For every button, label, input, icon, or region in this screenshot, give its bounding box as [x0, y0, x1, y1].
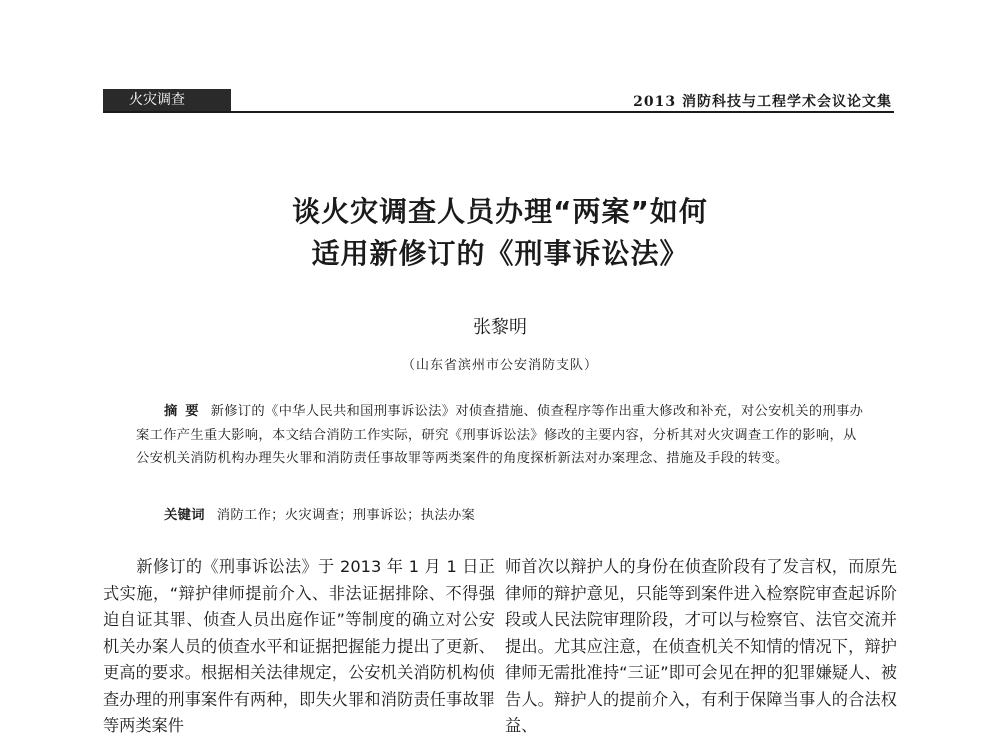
body-column-right — [505, 554, 897, 740]
keywords-label: 关键词 — [164, 508, 205, 523]
body-left-text: 新修订的《刑事诉讼法》于 2013 年 1 月 1 日正式实施，“辩护律师提前介入、非法证据排除、不得强迫自证其罪、侦查人员出庭作证”等制度的确立对公安机关办案人员的侦查水平和证据把握能力提出了更新、更高的要求。根据相关法律规定，公安机关消防机构侦查办理的刑事案件有两种，即失火罪和消防责任事故罪等两类案件 — [103, 557, 495, 735]
author-name: 张黎明 — [473, 317, 527, 338]
body-right-text: 师首次以辩护人的身份在侦查阶段有了发言权，而原先律师的辩护意见，只能等到案件进入检察院审查起诉阶段或人民法院审理阶段，才可以与检察官、法官交流并提出。尤其应注意，在侦查机关不知情的情况下，辩护律师无需批准持“三证”即可会见在押的犯罪嫌疑人、被告人。辩护人的提前介入，有利于保障当事人的合法权益、 — [505, 557, 897, 735]
paper-title-line-1: 谈火灾调查人员办理“两案”如何 — [292, 195, 708, 228]
author-affiliation: （山东省滨州市公安消防支队） — [401, 358, 598, 373]
paper-title-line-2: 适用新修订的《刑事诉讼法》 — [311, 237, 689, 270]
abstract-label: 摘要 — [164, 404, 207, 419]
keywords — [164, 504, 475, 523]
section-tag: 火灾调查 — [103, 89, 231, 111]
abstract-text: 新修订的《中华人民共和国刑事诉讼法》对侦查措施、侦查程序等作出重大修改和补充，对公安机关的刑事办案工作产生重大影响，本文结合消防工作实际，研究《刑事诉讼法》修改的主要内容，分析其对火灾调查工作的影响，从公安机关消防机构办理失火罪和消防责任事故罪等两类案件的角度探析新法对办案理念、措施及手段的转变。 — [136, 404, 864, 466]
keywords-text: 消防工作；火灾调查；刑事诉讼；执法办案 — [216, 508, 476, 523]
body-column-left — [103, 554, 495, 740]
header-rule — [103, 111, 894, 113]
journal-title: 2013 消防科技与工程学术会议论文集 — [633, 94, 892, 110]
abstract — [136, 400, 866, 471]
